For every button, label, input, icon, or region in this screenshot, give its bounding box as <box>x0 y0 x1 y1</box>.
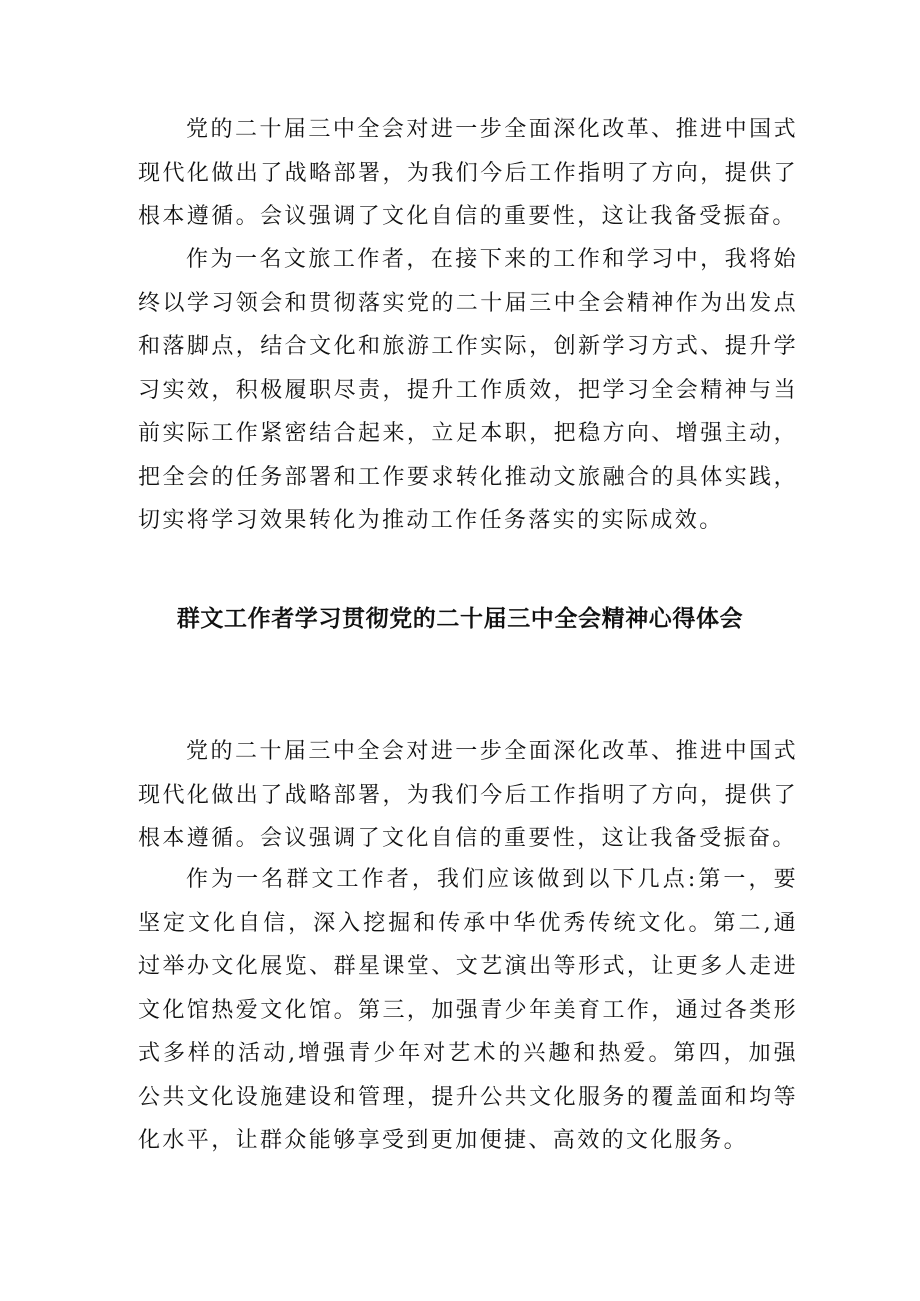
section2-paragraph-1: 党的二十届三中全会对进一步全面深化改革、推进中国式现代化做出了战略部署，为我们今后工作指明了方向，提供了根本遵循。会议强调了文化自信的重要性，这让我备受振奋。 <box>138 739 798 851</box>
section1-paragraph-1: 党的二十届三中全会对进一步全面深化改革、推进中国式现代化做出了战略部署，为我们今后工作指明了方向，提供了根本遵循。会议强调了文化自信的重要性，这让我备受振奋。 <box>138 117 798 229</box>
section2-paragraph-2: 作为一名群文工作者，我们应该做到以下几点:第一，要坚定文化自信，深入挖掘和传承中华优秀传统文化。第二,通过举办文化展览、群星课堂、文艺演出等形式，让更多人走进文化馆热爱文化馆。第三，加强青少年美育工作，通过各类形式多样的活动,增强青少年对艺术的兴趣和热爱。第四，加强公共文化设施建设和管理，提升公共文化服务的覆盖面和均等化水平，让群众能够享受到更加便捷、高效的文化服务。 <box>138 867 798 1153</box>
section2-title: 群文工作者学习贯彻党的二十届三中全会精神心得体会 <box>176 606 744 632</box>
section1-paragraph-2: 作为一名文旅工作者，在接下来的工作和学习中，我将始终以学习领会和贯彻落实党的二十届三中全会精神作为出发点和落脚点，结合文化和旅游工作实际，创新学习方式、提升学习实效，积极履职尽责，提升工作质效，把学习全会精神与当前实际工作紧密结合起来，立足本职，把稳方向、增强主动，把全会的任务部署和工作要求转化推动文旅融合的具体实践，切实将学习效果转化为推动工作任务落实的实际成效。 <box>138 247 798 533</box>
